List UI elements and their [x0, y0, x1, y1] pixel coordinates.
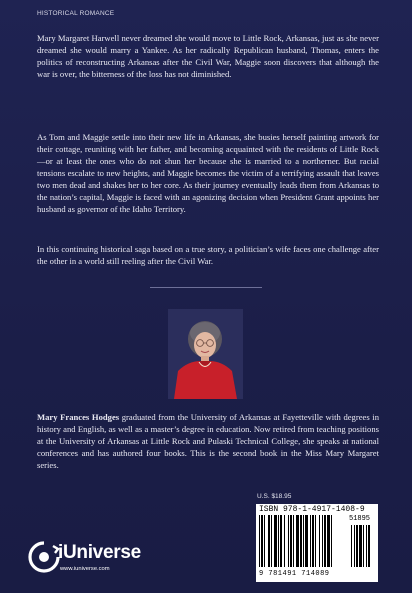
blurb-paragraph-2: As Tom and Maggie settle into their new life in Arkansas, she busies herself painting artwork for their cottage, reuniting with her father, and becoming acquainted with the residents of Little Rock—or at least the ones who do not shun her because she is married to a northerner. But racial tensions escalate to new heights, and Maggie becomes the victim of a terrifying assault that leaves two men dead and shakes her to her core. As their journey eventually leads them from Arkansas to the nation’s capital, Maggie is faced with an agonizing decision when President Grant appoints her husband as governor of the Idaho Territory.: [37, 132, 379, 214]
author-bio-text: graduated from the University of Arkansas at Fayetteville with degrees in history and English, as well as a master’s degree in education. Now retired from teaching positions at the University of Arkansas at Little Rock and Pulaski Technical College, she speaks at national conferences and has authored four books. This is the second book in the Miss Mary Margaret series.: [37, 412, 379, 470]
genre-label: HISTORICAL ROMANCE: [37, 10, 115, 17]
barcode-addon-number: 51895: [349, 515, 371, 523]
barcode-bars: [259, 515, 375, 569]
publisher-name: iUniverse: [58, 542, 141, 563]
divider-line: [150, 287, 262, 288]
isbn-barcode: [256, 504, 378, 582]
isbn-text: ISBN 978-1-4917-1408-9: [259, 505, 365, 514]
author-photo: [168, 309, 243, 399]
author-bio: [37, 411, 379, 471]
author-name: Mary Frances Hodges: [37, 412, 120, 422]
iuniverse-swirl-icon: [27, 540, 61, 574]
author-portrait-image: [168, 309, 243, 399]
barcode-number: 9 781491 714089: [259, 570, 330, 578]
publisher-logo: [27, 540, 167, 580]
price-label: U.S. $18.95: [257, 493, 292, 500]
blurb-paragraph-3: In this continuing historical saga based on a true story, a politician’s wife faces one challenge after the other in a world still reeling after the Civil War.: [37, 244, 379, 266]
publisher-url: www.iuniverse.com: [60, 566, 110, 572]
blurb-paragraph-1: Mary Margaret Harwell never dreamed she would move to Little Rock, Arkansas, just as she never dreamed she would marry a Yankee. As her radically Republican husband, Thomas, enters the politics of reconstructing Arkansas after the Civil War, Maggie soon discovers that although the war is over, the bitterness of the loss has not diminished.: [37, 33, 379, 79]
